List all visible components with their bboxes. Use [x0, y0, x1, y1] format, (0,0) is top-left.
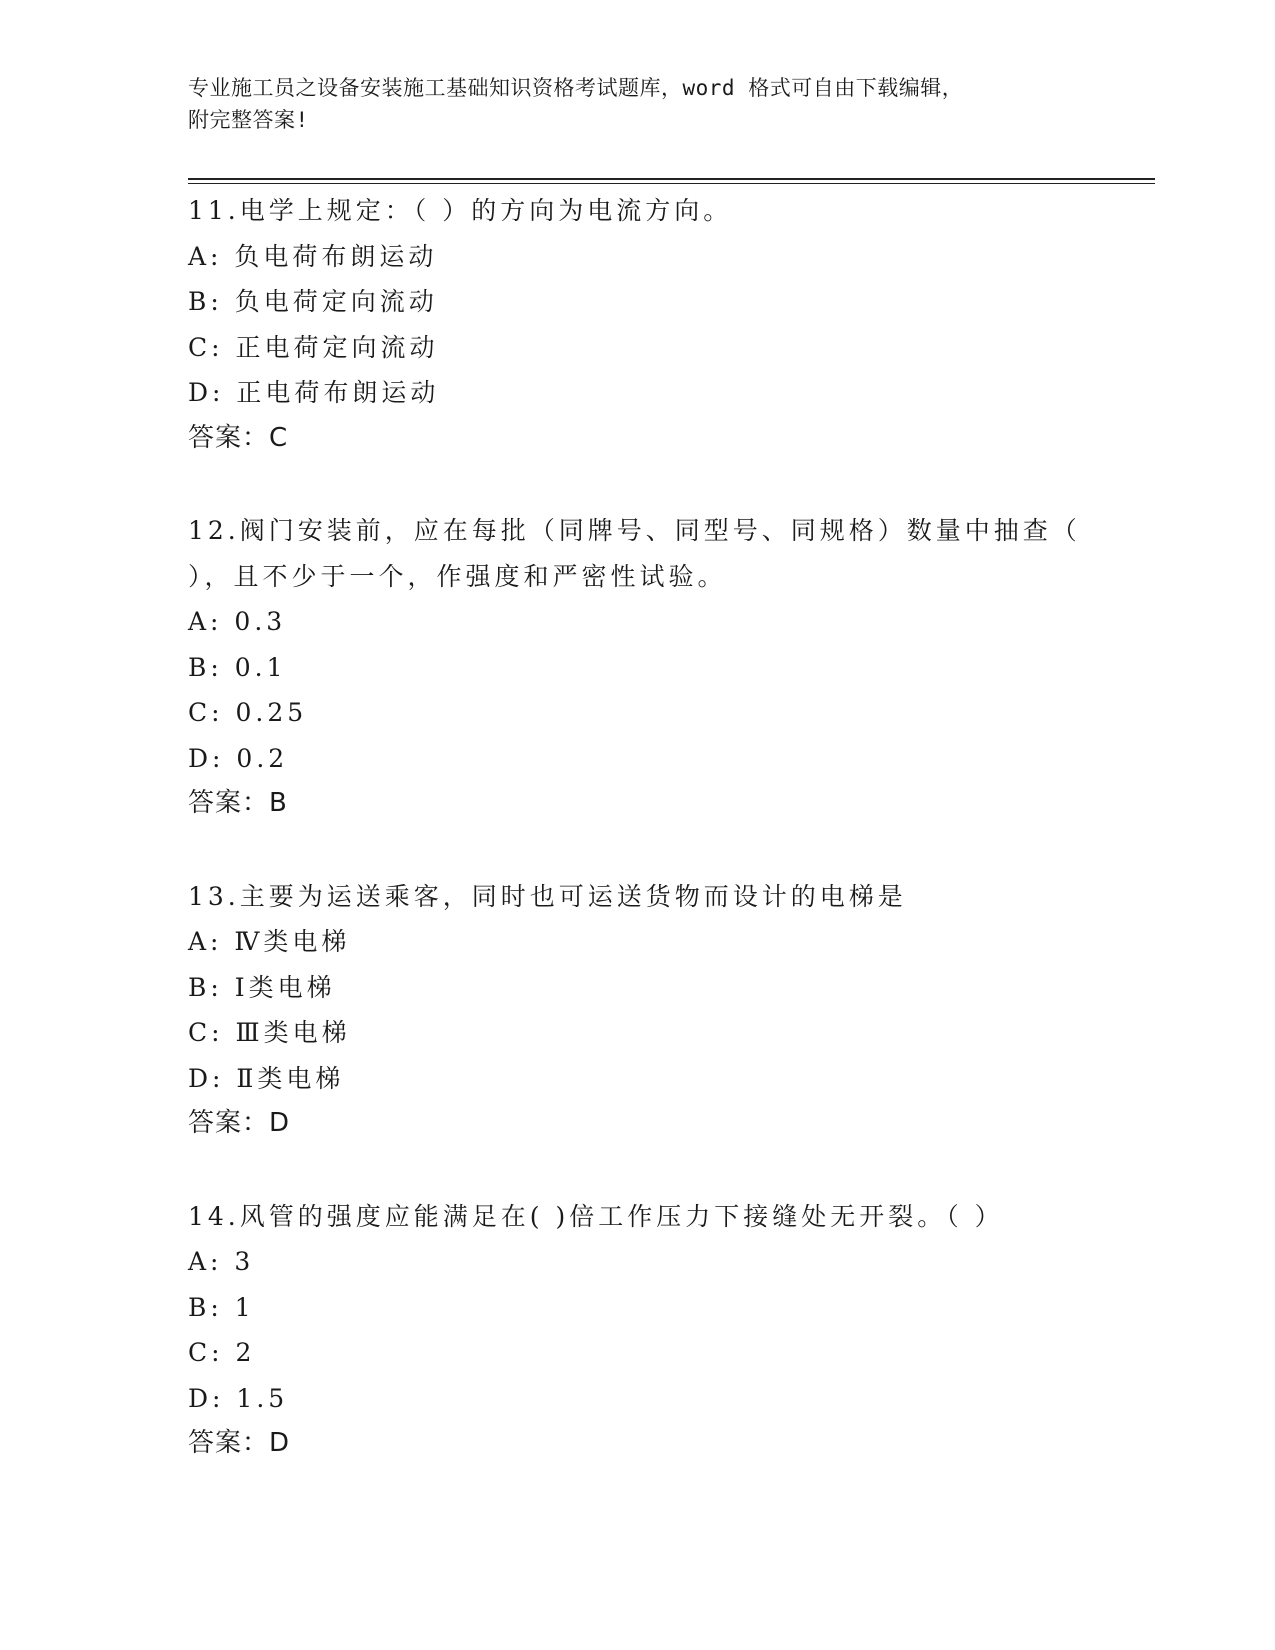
header-divider-thin	[188, 183, 1155, 184]
option-d: D: Ⅱ类电梯	[188, 1063, 345, 1093]
option-a: A: 3	[188, 1247, 255, 1276]
document-header	[188, 72, 1068, 136]
question-stem: 13.主要为运送乘客，同时也可运送货物而设计的电梯是	[188, 881, 907, 911]
option-d: D: 正电荷布朗运动	[188, 378, 440, 407]
option-b: B: 负电荷定向流动	[188, 287, 438, 316]
option-c: C: 正电荷定向流动	[188, 332, 439, 362]
answer: 答案：B	[188, 788, 288, 818]
question-13	[188, 874, 1148, 1147]
question-stem-continued: ），且不少于一个，作强度和严密性试验。	[188, 561, 727, 591]
header-line-2: 附完整答案!	[188, 108, 309, 132]
answer: 答案：D	[188, 1108, 291, 1138]
question-list	[188, 188, 1148, 1514]
option-d: D: 0.2	[188, 743, 289, 773]
option-a: A: 负电荷布朗运动	[188, 241, 438, 271]
question-stem: 14.风管的强度应能满足在( )倍工作压力下接缝处无开裂。（ ）	[188, 1201, 1004, 1231]
option-b: B: Ⅰ类电梯	[188, 972, 336, 1002]
option-b: B: 1	[188, 1292, 255, 1322]
option-c: C: 2	[188, 1338, 256, 1367]
option-b: B: 0.1	[188, 652, 287, 682]
header-divider-thick	[188, 178, 1155, 180]
option-d: D: 1.5	[188, 1383, 289, 1413]
header-line-1: 专业施工员之设备安装施工基础知识资格考试题库，word 格式可自由下载编辑，	[188, 76, 964, 100]
answer: 答案：C	[188, 422, 289, 453]
option-c: C: 0.25	[188, 698, 308, 727]
question-11	[188, 188, 1148, 461]
question-12	[188, 508, 1148, 827]
option-c: C: Ⅲ类电梯	[188, 1018, 351, 1047]
question-stem: 12.阀门安装前，应在每批（同牌号、同型号、同规格）数量中抽查（	[188, 516, 1081, 545]
option-a: A: Ⅳ类电梯	[188, 927, 351, 956]
answer: 答案：D	[188, 1428, 291, 1458]
question-14	[188, 1194, 1148, 1467]
option-a: A: 0.3	[188, 607, 287, 636]
question-stem: 11.电学上规定：（ ）的方向为电流方向。	[188, 196, 733, 225]
